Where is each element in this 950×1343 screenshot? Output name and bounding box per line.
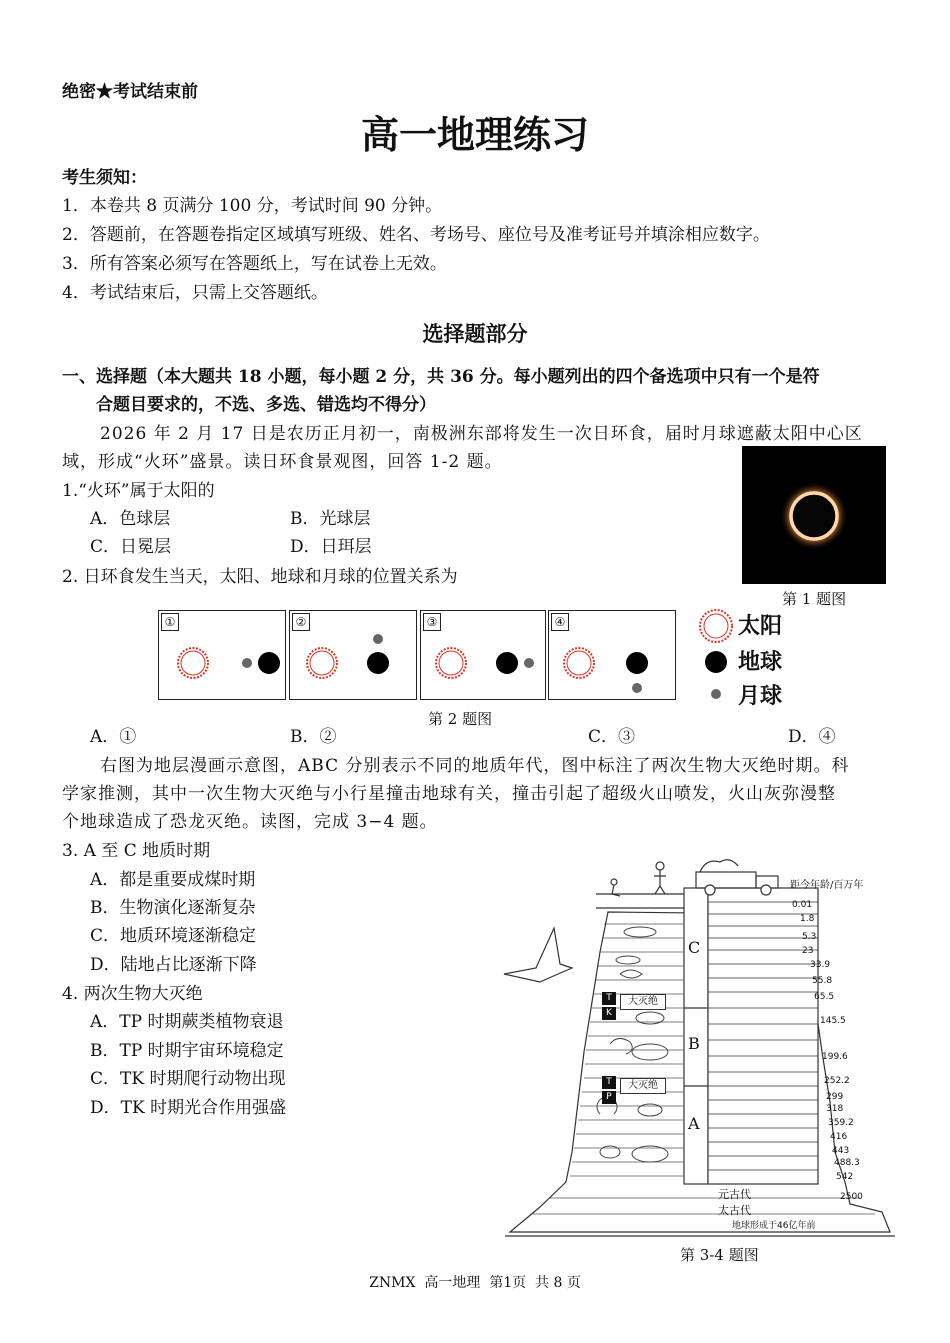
intro1-line: 2026 年 2 月 17 日是农历正月初一，南极洲东部将发生一次日环食，届时月球遮蔽太阳中心区 [100,424,863,444]
age-label: 0.01 [792,900,813,910]
earth-formed-label: 地球形成于46亿年前 [732,1221,816,1231]
earth-icon [258,652,280,674]
tp-letter-p: P [602,1091,616,1104]
q3-option-b: B．生物演化逐渐复杂 [90,898,256,918]
age-label: 65.5 [814,992,835,1002]
age-label: 199.6 [822,1052,848,1062]
sun-icon [178,648,208,678]
q3-option-d: D．陆地占比逐渐下降 [90,955,257,975]
age-label: 488.3 [834,1158,860,1168]
sun-icon [700,610,732,642]
legend-moon: 月球 [738,684,783,709]
position-legend [696,606,806,712]
q2-option-d: D．④ [788,727,836,747]
age-label: 33.9 [810,960,831,970]
intro2-line: 个地球造成了恐龙灭绝。读图，完成 3−4 题。 [62,812,438,832]
box-number: ④ [551,613,569,631]
tp-letter-t: T [602,1076,616,1089]
figure2-caption: 第 2 题图 [428,710,493,728]
sun-icon [564,648,594,678]
moon-icon [632,683,642,693]
notice-item: 3．所有答案必须写在答题纸上，写在试卷上无效。 [62,254,447,274]
position-box-1 [158,610,286,700]
secret-tag: 绝密★考试结束前 [62,82,198,102]
proterozoic-label: 元古代 [718,1188,751,1201]
age-label: 145.5 [820,1016,846,1026]
notice-heading: 考生须知： [62,168,147,188]
q1-stem: 1.“火环”属于太阳的 [62,481,215,501]
intro2-line: 右图为地层漫画示意图，ABC 分别表示不同的地质年代，图中标注了两次生物大灭绝时期。科 [100,756,850,776]
position-box-2 [289,610,417,700]
notice-item: 1．本卷共 8 页满分 100 分，考试时间 90 分钟。 [62,196,443,216]
legend-earth: 地球 [738,650,783,675]
age-label: 542 [836,1172,854,1182]
earth-icon [496,652,518,674]
notice-item: 4．考试结束后，只需上交答题纸。 [62,283,328,303]
figure34-caption: 第 3-4 题图 [680,1246,759,1264]
q2-option-a: A．① [90,727,137,747]
part1-heading: 一、选择题（本大题共 18 小题，每小题 2 分，共 36 分。每小题列出的四个备选项中只有一个是符 [62,367,820,387]
position-box-3 [420,610,546,700]
sun-icon [436,648,466,678]
q1-option-a: A．色球层 [90,509,171,529]
moon-icon [242,658,252,668]
earth-icon [626,652,648,674]
section-title: 选择题部分 [422,321,528,346]
tk-letter-k: K [602,1007,616,1020]
q1-option-c: C．日冕层 [90,537,172,557]
page-footer: ZNMX 高一地理 第1页 共 8 页 [369,1275,581,1291]
era-label-a: A [688,1114,700,1133]
box-number: ③ [423,613,441,631]
part1-heading-cont: 合题目要求的，不选、多选、错选均不得分） [96,395,436,415]
sun-icon [307,648,337,678]
age-label: 252.2 [824,1076,850,1086]
q4-stem: 4. 两次生物大灭绝 [62,984,203,1004]
figure1-caption: 第 1 题图 [782,590,847,608]
age-label: 23 [802,946,814,956]
moon-icon [524,658,534,668]
q4-option-c: C．TK 时期爬行动物出现 [90,1069,286,1089]
q3-option-c: C．地质环境逐渐稳定 [90,926,257,946]
people-icon [611,862,666,896]
age-label: 1.8 [800,914,815,924]
intro1-line: 域，形成“火环”盛景。读日环食景观图，回答 1-2 题。 [62,452,503,472]
axis-title: 距今年龄/百万年 [790,880,864,891]
notice-item: 2．答题前，在答题卷指定区域填写班级、姓名、考场号、座位号及准考证号并填涂相应数字。 [62,225,770,245]
age-label: 299 [826,1092,844,1102]
position-box-4 [548,610,676,700]
eclipse-photo [742,446,886,584]
q2-option-b: B．② [290,727,337,747]
extinction-label-tk: 大灭绝 [620,994,666,1010]
box-number: ② [292,613,310,631]
q4-option-a: A．TP 时期蕨类植物衰退 [90,1012,284,1032]
age-label: 318 [826,1104,844,1114]
q1-option-d: D．日珥层 [290,537,372,557]
era-label-b: B [688,1034,700,1053]
q3-stem: 3. A 至 C 地质时期 [62,841,211,861]
intro2-line: 学家推测，其中一次生物大灭绝与小行星撞击地球有关，撞击引起了超级火山喷发，火山灰弥漫整 [62,784,836,804]
page-title: 高一地理练习 [360,112,589,157]
age-label: 359.2 [828,1118,854,1128]
age-label: 5.3 [802,932,817,942]
q4-option-b: B．TP 时期宇宙环境稳定 [90,1041,284,1061]
age-label: 2500 [840,1192,863,1202]
legend-sun: 太阳 [738,614,783,639]
age-label: 416 [830,1132,848,1142]
archean-label: 太古代 [718,1204,751,1217]
era-label-c: C [688,938,701,957]
earth-icon [705,651,727,673]
earth-icon [367,652,389,674]
q2-option-c: C．③ [588,727,636,747]
tk-letter-t: T [602,992,616,1005]
moon-icon [711,689,721,699]
age-label: 55.8 [812,976,833,986]
moon-icon [373,634,383,644]
q2-stem: 2. 日环食发生当天，太阳、地球和月球的位置关系为 [62,567,458,587]
strata-figure [500,852,900,1242]
extinction-label-tp: 大灭绝 [620,1078,666,1094]
box-number: ① [161,613,179,631]
q3-option-a: A．都是重要成煤时期 [90,870,256,890]
q1-option-b: B．光球层 [290,509,371,529]
pterosaur-icon [504,928,572,982]
age-label: 443 [832,1146,850,1156]
q4-option-d: D．TK 时期光合作用强盛 [90,1098,287,1118]
